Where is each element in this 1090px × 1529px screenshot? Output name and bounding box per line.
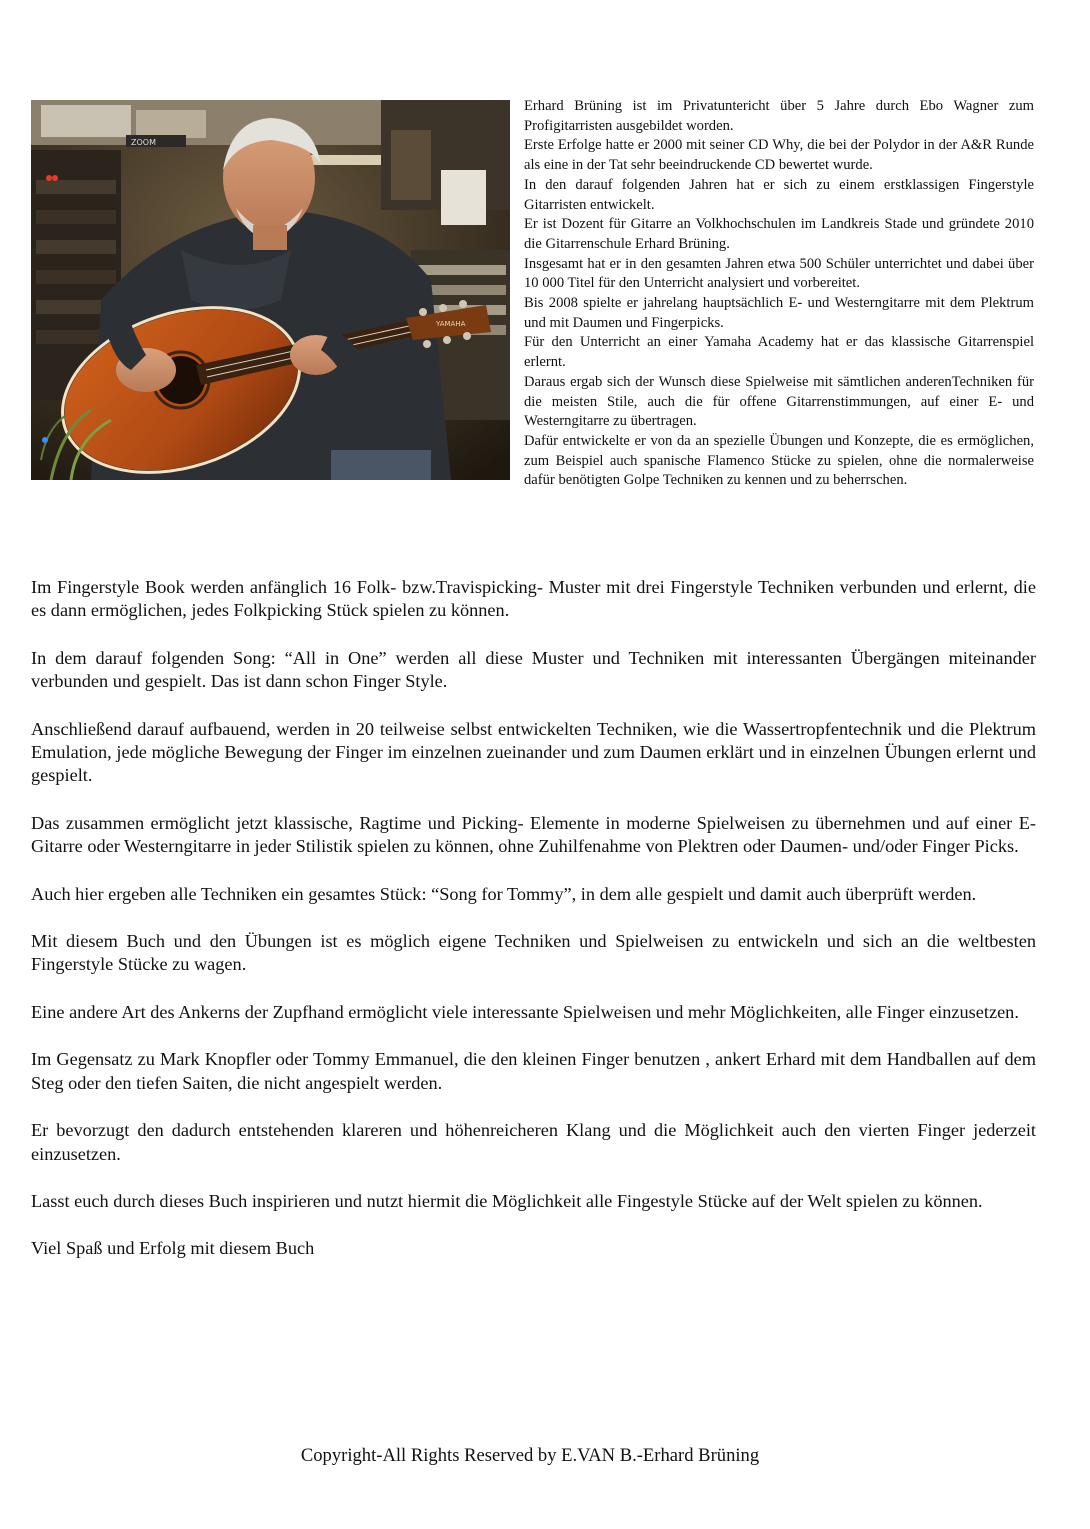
bio-line: Dafür entwickelte er von da an spezielle Übungen und Konzepte, die es ermöglichen, zum Beispiel auch spanische Flamenco Stücke zu spielen, ohne die normalerweise dafür benötigten Golpe Techniken zu kennen und zu beherrschen. xyxy=(524,432,1034,489)
body-paragraph: Auch hier ergeben alle Techniken ein gesamtes Stück: “Song for Tommy”, in dem alle gespielt und damit auch überprüft werden. xyxy=(31,883,977,904)
bio-line: Für den Unterricht an einer Yamaha Academy hat er das klassische Gitarrenspiel erlernt. xyxy=(524,334,1034,371)
mixer-brand-label: ZOOM xyxy=(131,138,156,147)
body-paragraph: Im Fingerstyle Book werden anfänglich 16 Folk- bzw.Travispicking- Muster mit drei Fingerstyle Techniken verbunden und erlernt, die es dann ermöglichen, jedes Folkpicking Stück spielen zu können. xyxy=(31,577,1036,621)
body-paragraph: Anschließend darauf aufbauend, werden in 20 teilweise selbst entwickelten Techniken, wie die Wassertropfentechnik und die Plektrum Emulation, jede mögliche Bewegung der Finger im einzelnen zueinander und zum Daumen erklärt und in einzelnen Übungen erlernt und gespielt. xyxy=(31,718,1036,786)
bio-line: Daraus ergab sich der Wunsch diese Spielweise mit sämtlichen anderenTechniken für die meisten Stile, auch die für offene Gitarrenstimmungen, auf einer E- und Westerngitarre zu übertragen. xyxy=(524,373,1034,430)
body-paragraph: Im Gegensatz zu Mark Knopfler oder Tommy Emmanuel, die den kleinen Finger benutzen , ankert Erhard mit dem Handballen auf dem Steg oder den tiefen Saiten, die nicht angespielt werden. xyxy=(31,1049,1036,1093)
bio-line: Insgesamt hat er in den gesamten Jahren etwa 500 Schüler unterrichtet und dabei über 10 000 Titel für den Unterricht analysiert und vorbereitet. xyxy=(524,255,1034,292)
body-paragraph: In dem darauf folgenden Song: “All in One” werden all diese Muster und Techniken mit interessanten Übergängen miteinander verbunden und gespielt. Das ist dann schon Finger Style. xyxy=(31,647,1036,692)
bio-line: In den darauf folgenden Jahren hat er sich zu einem erstklassigen Fingerstyle Gitarristen entwickelt. xyxy=(524,176,1034,213)
closing-line: Viel Spaß und Erfolg mit diesem Buch xyxy=(31,1238,315,1259)
bio-line: Erhard Brüning ist im Privatuntericht über 5 Jahre durch Ebo Wagner zum Profigitarristen ausgebildet worden. xyxy=(524,98,1034,134)
bio-line: Erste Erfolge hatte er 2000 mit seiner CD Why, die bei der Polydor in der A&R Runde als eine in der Tat sehr beeindruckende CD bewertet wurde. xyxy=(524,137,1034,174)
author-photo xyxy=(31,100,510,480)
bio-line: Bis 2008 spielte er jahrelang hauptsächlich E- und Westerngitarre mit dem Plektrum und mit Daumen und Fingerpicks. xyxy=(524,295,1034,331)
copyright-footer: Copyright-All Rights Reserved by E.VAN B.-Erhard Brüning xyxy=(300,1445,760,1466)
book-description xyxy=(31,576,1036,1285)
body-paragraph: Mit diesem Buch und den Übungen ist es möglich eigene Techniken und Spielweisen zu entwickeln und sich an die weltbesten Fingerstyle Stücke zu wagen. xyxy=(31,931,1036,975)
body-paragraph: Er bevorzugt den dadurch entstehenden klareren und höhenreicheren Klang und die Möglichkeit auch den vierten Finger jederzeit einzusetzen. xyxy=(31,1120,1036,1164)
guitar-brand-label: YAMAHA xyxy=(436,320,466,328)
bio-line: Er ist Dozent für Gitarre an Volkhochschulen im Landkreis Stade und gründete 2010 die Gitarrenschule Erhard Brüning. xyxy=(524,216,1034,252)
body-paragraph: Das zusammen ermöglicht jetzt klassische, Ragtime und Picking- Elemente in moderne Spielweisen zu übernehmen und auf einer E-Gitarre oder Westerngitarre in jeder Stilistik spielen zu können, ohne Zuhilfenahme von Plektren oder Daumen- und/oder Finger Picks. xyxy=(31,812,1036,857)
body-paragraph: Eine andere Art des Ankerns der Zupfhand ermöglicht viele interessante Spielweisen und mehr Möglichkeiten, alle Finger einzusetzen. xyxy=(31,1001,1019,1022)
author-biography xyxy=(524,97,1034,491)
body-paragraph: Lasst euch durch dieses Buch inspirieren und nutzt hiermit die Möglichkeit alle Fingestyle Stücke auf der Welt spielen zu können. xyxy=(31,1190,983,1211)
